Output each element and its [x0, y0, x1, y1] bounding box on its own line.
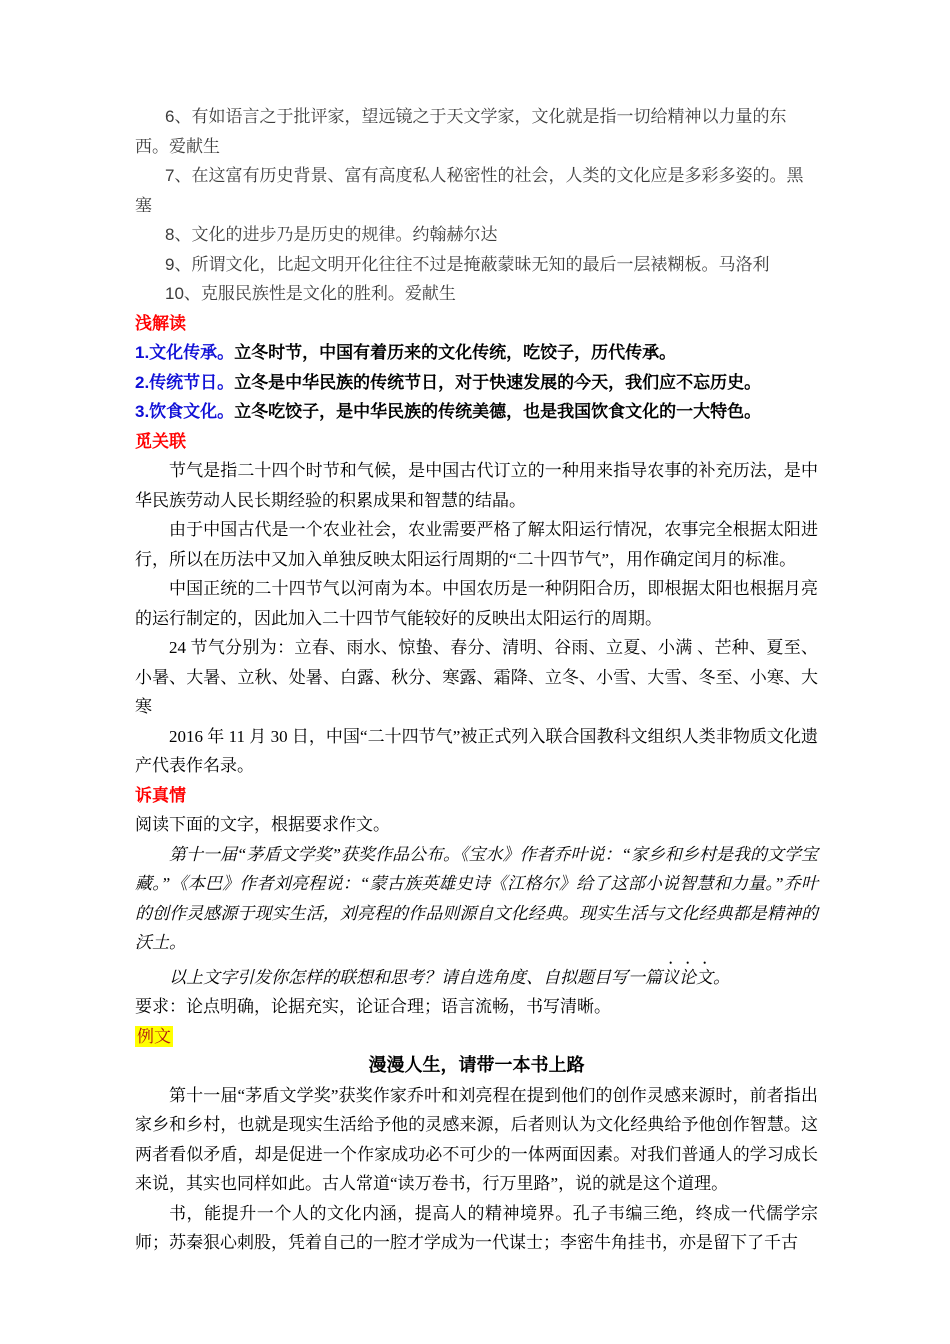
zhenqing-prompt — [135, 958, 818, 993]
quote-line-6: 6、有如语言之于批评家，望远镜之于天文学家，文化就是指一切给精神以力量的东西。爱献生 — [135, 107, 787, 156]
jiedu-item-3-text: 立冬吃饺子，是中华民族的传统美德，也是我国饮食文化的一大特色。 — [234, 402, 762, 421]
zhenqing-material: 第十一届“茅盾文学奖”获奖作品公布。《宝水》作者乔叶说：“家乡和乡村是我的文学宝藏。”《本巴》作者刘亮程说：“蒙古族英雄史诗《江格尔》给了这部小说智慧和力量。”乔叶的创作灵感源于现实生活，刘亮程的作品则源自文化经典。现实生活与文化经典都是精神的沃土。 — [135, 844, 818, 952]
jiedu-item-1 — [135, 338, 818, 368]
guanlian-paragraph-4: 24 节气分别为：立春、雨水、惊蛰、春分、清明、谷雨、立夏、小满 、芒种、夏至、小暑、大暑、立秋、处暑、白露、秋分、寒露、霜降、立冬、小雪、大雪、冬至、小寒、大寒 — [135, 638, 818, 716]
section-heading-guanlian: 觅关联 — [135, 431, 186, 451]
guanlian-paragraph-5: 2016 年 11 月 30 日，中国“二十四节气”被正式列入联合国教科文组织人类非物质文化遗产代表作名录。 — [135, 726, 818, 775]
liwen-highlight-tag: 例文 — [137, 1026, 171, 1046]
quote-line-7: 7、在这富有历史背景、富有高度私人秘密性的社会，人类的文化应是多彩多姿的。黑塞 — [135, 166, 804, 215]
essay-paragraph-1: 第十一届“茅盾文学奖”获奖作家乔叶和刘亮程在提到他们的创作灵感来源时，前者指出家乡和乡村，也就是现实生活给予他的灵感来源，后者则认为文化经典给予他创作智慧。这两者看似矛盾，却是促进一个作家成功必不可少的一体两面因素。对我们普通人的学习成长来说，其实也同样如此。古人常道“读万卷书，行万里路”，说的就是这个道理。 — [135, 1085, 818, 1193]
section-heading-jiedu: 浅解读 — [135, 313, 186, 333]
jiedu-item-1-text: 立冬时节，中国有着历来的文化传统，吃饺子，历代传承。 — [234, 343, 677, 362]
section-heading-zhenqing: 诉真情 — [135, 785, 186, 805]
essay-title: 漫漫人生，请带一本书上路 — [368, 1055, 585, 1075]
guanlian-paragraph-3: 中国正统的二十四节气以河南为本。中国农历是一种阴阳合历，即根据太阳也根据月亮的运行制定的，因此加入二十四节气能较好的反映出太阳运行的周期。 — [135, 579, 818, 628]
jiedu-item-2 — [135, 368, 818, 398]
guanlian-paragraph-2: 由于中国古代是一个农业社会，农业需要严格了解太阳运行情况，农事完全根据太阳进行，所以在历法中又加入单独反映太阳运行周期的“二十四节气”，用作确定闰月的标准。 — [135, 520, 818, 569]
jiedu-item-3-label: 3.饮食文化。 — [135, 402, 235, 421]
zhenqing-prompt-prefix: 以上文字引发你怎样的联想和思考？请自选角度、自拟题目写一篇 — [169, 967, 662, 987]
quote-line-10: 10、克服民族性是文化的胜利。爱献生 — [165, 284, 456, 303]
quote-line-9: 9、所谓文化，比起文明开化往往不过是掩蔽蒙昧无知的最后一层裱糊板。马洛利 — [165, 254, 770, 274]
essay-paragraph-2: 书，能提升一个人的文化内涵，提高人的精神境界。孔子韦编三绝，终成一代儒学宗师；苏秦狠心刺股，凭着自己的一腔才学成为一代谋士；李密牛角挂书，亦是留下了千古 — [135, 1203, 818, 1252]
guanlian-paragraph-1: 节气是指二十四个时节和气候，是中国古代订立的一种用来指导农事的补充历法，是中华民族劳动人民长期经验的积累成果和智慧的结晶。 — [135, 461, 818, 510]
liwen-heading-line — [135, 1022, 818, 1052]
zhenqing-prompt-suffix: 。 — [713, 967, 730, 987]
jiedu-item-2-label: 2.传统节日。 — [135, 372, 235, 392]
jiedu-item-2-text: 立冬是中华民族的传统节日，对于快速发展的今天，我们应不忘历史。 — [234, 372, 762, 392]
quote-line-8: 8、文化的进步乃是历史的规律。约翰赫尔达 — [165, 225, 498, 244]
zhenqing-requirements: 要求：论点明确，论据充实，论证合理；语言流畅，书写清晰。 — [135, 997, 611, 1016]
jiedu-item-3 — [135, 397, 818, 427]
zhenqing-intro: 阅读下面的文字，根据要求作文。 — [135, 815, 390, 834]
jiedu-item-1-label: 1.文化传承。 — [135, 343, 235, 362]
zhenqing-prompt-emphasized: 议论文 — [662, 967, 713, 987]
